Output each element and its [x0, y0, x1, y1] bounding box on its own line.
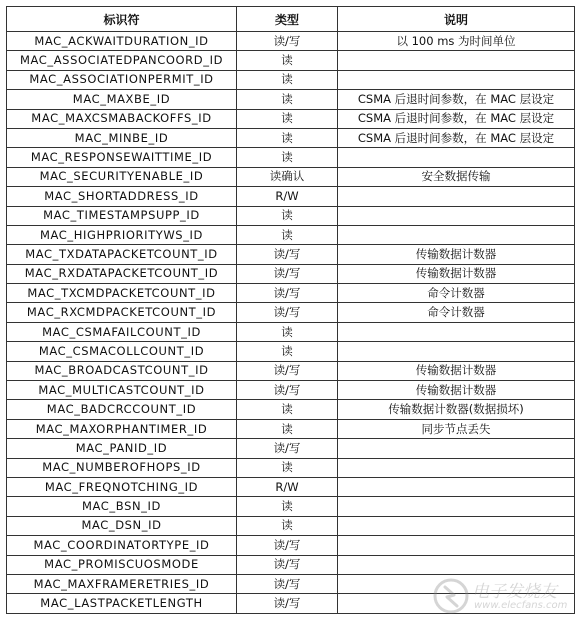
cell-description: 传输数据计数器: [338, 361, 575, 380]
table-row: [7, 322, 575, 341]
cell-identifier: MAC_COORDINATORTYPE_ID: [7, 536, 237, 555]
cell-type: 读/写: [237, 303, 338, 322]
cell-type: 读: [237, 148, 338, 167]
table-row: [7, 400, 575, 419]
cell-type: 读/写: [237, 32, 338, 51]
cell-type: 读: [237, 206, 338, 225]
table-row: [7, 264, 575, 283]
cell-description: 命令计数器: [338, 284, 575, 303]
cell-description: 同步节点丢失: [338, 419, 575, 438]
cell-identifier: MAC_ACKWAITDURATION_ID: [7, 32, 237, 51]
table-row: [7, 206, 575, 225]
cell-identifier: MAC_MULTICASTCOUNT_ID: [7, 381, 237, 400]
cell-identifier: MAC_SHORTADDRESS_ID: [7, 187, 237, 206]
cell-type: 读: [237, 458, 338, 477]
watermark: [432, 575, 572, 619]
table-row: [7, 497, 575, 516]
cell-identifier: MAC_PANID_ID: [7, 439, 237, 458]
cell-description: CSMA 后退时间参数，在 MAC 层设定: [338, 128, 575, 147]
table-row: [7, 381, 575, 400]
cell-type: 读/写: [237, 264, 338, 283]
table-row: [7, 555, 575, 574]
cell-description: 安全数据传输: [338, 167, 575, 186]
cell-identifier: MAC_CSMACOLLCOUNT_ID: [7, 342, 237, 361]
cell-type: 读: [237, 70, 338, 89]
table-row: [7, 477, 575, 496]
cell-description: [338, 148, 575, 167]
table-row: [7, 245, 575, 264]
table-row: [7, 187, 575, 206]
table-row: [7, 128, 575, 147]
table-row: [7, 109, 575, 128]
cell-description: 以 100 ms 为时间单位: [338, 32, 575, 51]
table-body: [7, 32, 575, 614]
cell-description: 传输数据计数器: [338, 264, 575, 283]
cell-type: 读: [237, 322, 338, 341]
table-row: [7, 439, 575, 458]
header-type: 类型: [237, 7, 338, 32]
cell-description: [338, 497, 575, 516]
cell-identifier: MAC_MAXCSMABACKOFFS_ID: [7, 109, 237, 128]
cell-type: 读: [237, 516, 338, 535]
table-row: [7, 536, 575, 555]
table-header-row: [7, 7, 575, 32]
table-row: [7, 342, 575, 361]
cell-identifier: MAC_RESPONSEWAITTIME_ID: [7, 148, 237, 167]
cell-description: 传输数据计数器: [338, 245, 575, 264]
header-description: 说明: [338, 7, 575, 32]
cell-identifier: MAC_SECURITYENABLE_ID: [7, 167, 237, 186]
cell-identifier: MAC_NUMBEROFHOPS_ID: [7, 458, 237, 477]
cell-type: 读/写: [237, 555, 338, 574]
cell-identifier: MAC_LASTPACKETLENGTH: [7, 594, 237, 613]
cell-type: 读: [237, 90, 338, 109]
cell-identifier: MAC_BROADCASTCOUNT_ID: [7, 361, 237, 380]
cell-description: [338, 342, 575, 361]
cell-type: 读确认: [237, 167, 338, 186]
cell-type: 读: [237, 342, 338, 361]
cell-type: R/W: [237, 477, 338, 496]
cell-description: 传输数据计数器: [338, 381, 575, 400]
cell-type: 读/写: [237, 381, 338, 400]
cell-identifier: MAC_MAXORPHANTIMER_ID: [7, 419, 237, 438]
cell-identifier: MAC_MAXFRAMERETRIES_ID: [7, 574, 237, 593]
watermark-text: 电子发烧友: [472, 582, 557, 602]
table-row: [7, 167, 575, 186]
cell-description: [338, 555, 575, 574]
cell-identifier: MAC_TXDATAPACKETCOUNT_ID: [7, 245, 237, 264]
table-row: [7, 516, 575, 535]
cell-identifier: MAC_HIGHPRIORITYWS_ID: [7, 225, 237, 244]
cell-description: [338, 51, 575, 70]
cell-type: 读/写: [237, 594, 338, 613]
table-row: [7, 148, 575, 167]
cell-identifier: MAC_TIMESTAMPSUPP_ID: [7, 206, 237, 225]
table-row: [7, 225, 575, 244]
cell-type: 读: [237, 400, 338, 419]
table-row: [7, 70, 575, 89]
cell-type: 读/写: [237, 245, 338, 264]
cell-type: 读/写: [237, 284, 338, 303]
table-row: [7, 284, 575, 303]
cell-identifier: MAC_ASSOCIATIONPERMIT_ID: [7, 70, 237, 89]
header-identifier: 标识符: [7, 7, 237, 32]
cell-description: [338, 187, 575, 206]
cell-identifier: MAC_FREQNOTCHING_ID: [7, 477, 237, 496]
cell-description: [338, 322, 575, 341]
table-row: [7, 90, 575, 109]
table-row: [7, 458, 575, 477]
cell-type: 读/写: [237, 536, 338, 555]
cell-description: [338, 536, 575, 555]
cell-type: R/W: [237, 187, 338, 206]
cell-identifier: MAC_BSN_ID: [7, 497, 237, 516]
cell-description: [338, 458, 575, 477]
cell-identifier: MAC_PROMISCUOSMODE: [7, 555, 237, 574]
table-row: [7, 361, 575, 380]
cell-description: [338, 225, 575, 244]
cell-type: 读/写: [237, 574, 338, 593]
cell-description: [338, 477, 575, 496]
cell-description: 命令计数器: [338, 303, 575, 322]
cell-description: [338, 70, 575, 89]
cell-description: [338, 206, 575, 225]
cell-type: 读: [237, 419, 338, 438]
cell-identifier: MAC_TXCMDPACKETCOUNT_ID: [7, 284, 237, 303]
cell-identifier: MAC_DSN_ID: [7, 516, 237, 535]
cell-identifier: MAC_BADCRCCOUNT_ID: [7, 400, 237, 419]
cell-identifier: MAC_RXCMDPACKETCOUNT_ID: [7, 303, 237, 322]
table-row: [7, 32, 575, 51]
table-row: [7, 419, 575, 438]
cell-description: [338, 516, 575, 535]
cell-type: 读: [237, 109, 338, 128]
cell-description: CSMA 后退时间参数，在 MAC 层设定: [338, 90, 575, 109]
elecfans-logo-icon: [432, 577, 470, 615]
cell-identifier: MAC_RXDATAPACKETCOUNT_ID: [7, 264, 237, 283]
table-row: [7, 51, 575, 70]
cell-identifier: MAC_ASSOCIATEDPANCOORD_ID: [7, 51, 237, 70]
cell-description: 传输数据计数器(数据损坏): [338, 400, 575, 419]
cell-type: 读/写: [237, 361, 338, 380]
cell-type: 读/写: [237, 439, 338, 458]
mac-attribute-table: [6, 6, 575, 614]
cell-type: 读: [237, 128, 338, 147]
cell-identifier: MAC_MAXBE_ID: [7, 90, 237, 109]
cell-description: CSMA 后退时间参数，在 MAC 层设定: [338, 109, 575, 128]
cell-type: 读: [237, 225, 338, 244]
table-row: [7, 303, 575, 322]
cell-identifier: MAC_MINBE_ID: [7, 128, 237, 147]
cell-identifier: MAC_CSMAFAILCOUNT_ID: [7, 322, 237, 341]
watermark-url: www.elecfans.com: [474, 600, 568, 611]
cell-description: [338, 439, 575, 458]
cell-type: 读: [237, 51, 338, 70]
cell-type: 读: [237, 497, 338, 516]
